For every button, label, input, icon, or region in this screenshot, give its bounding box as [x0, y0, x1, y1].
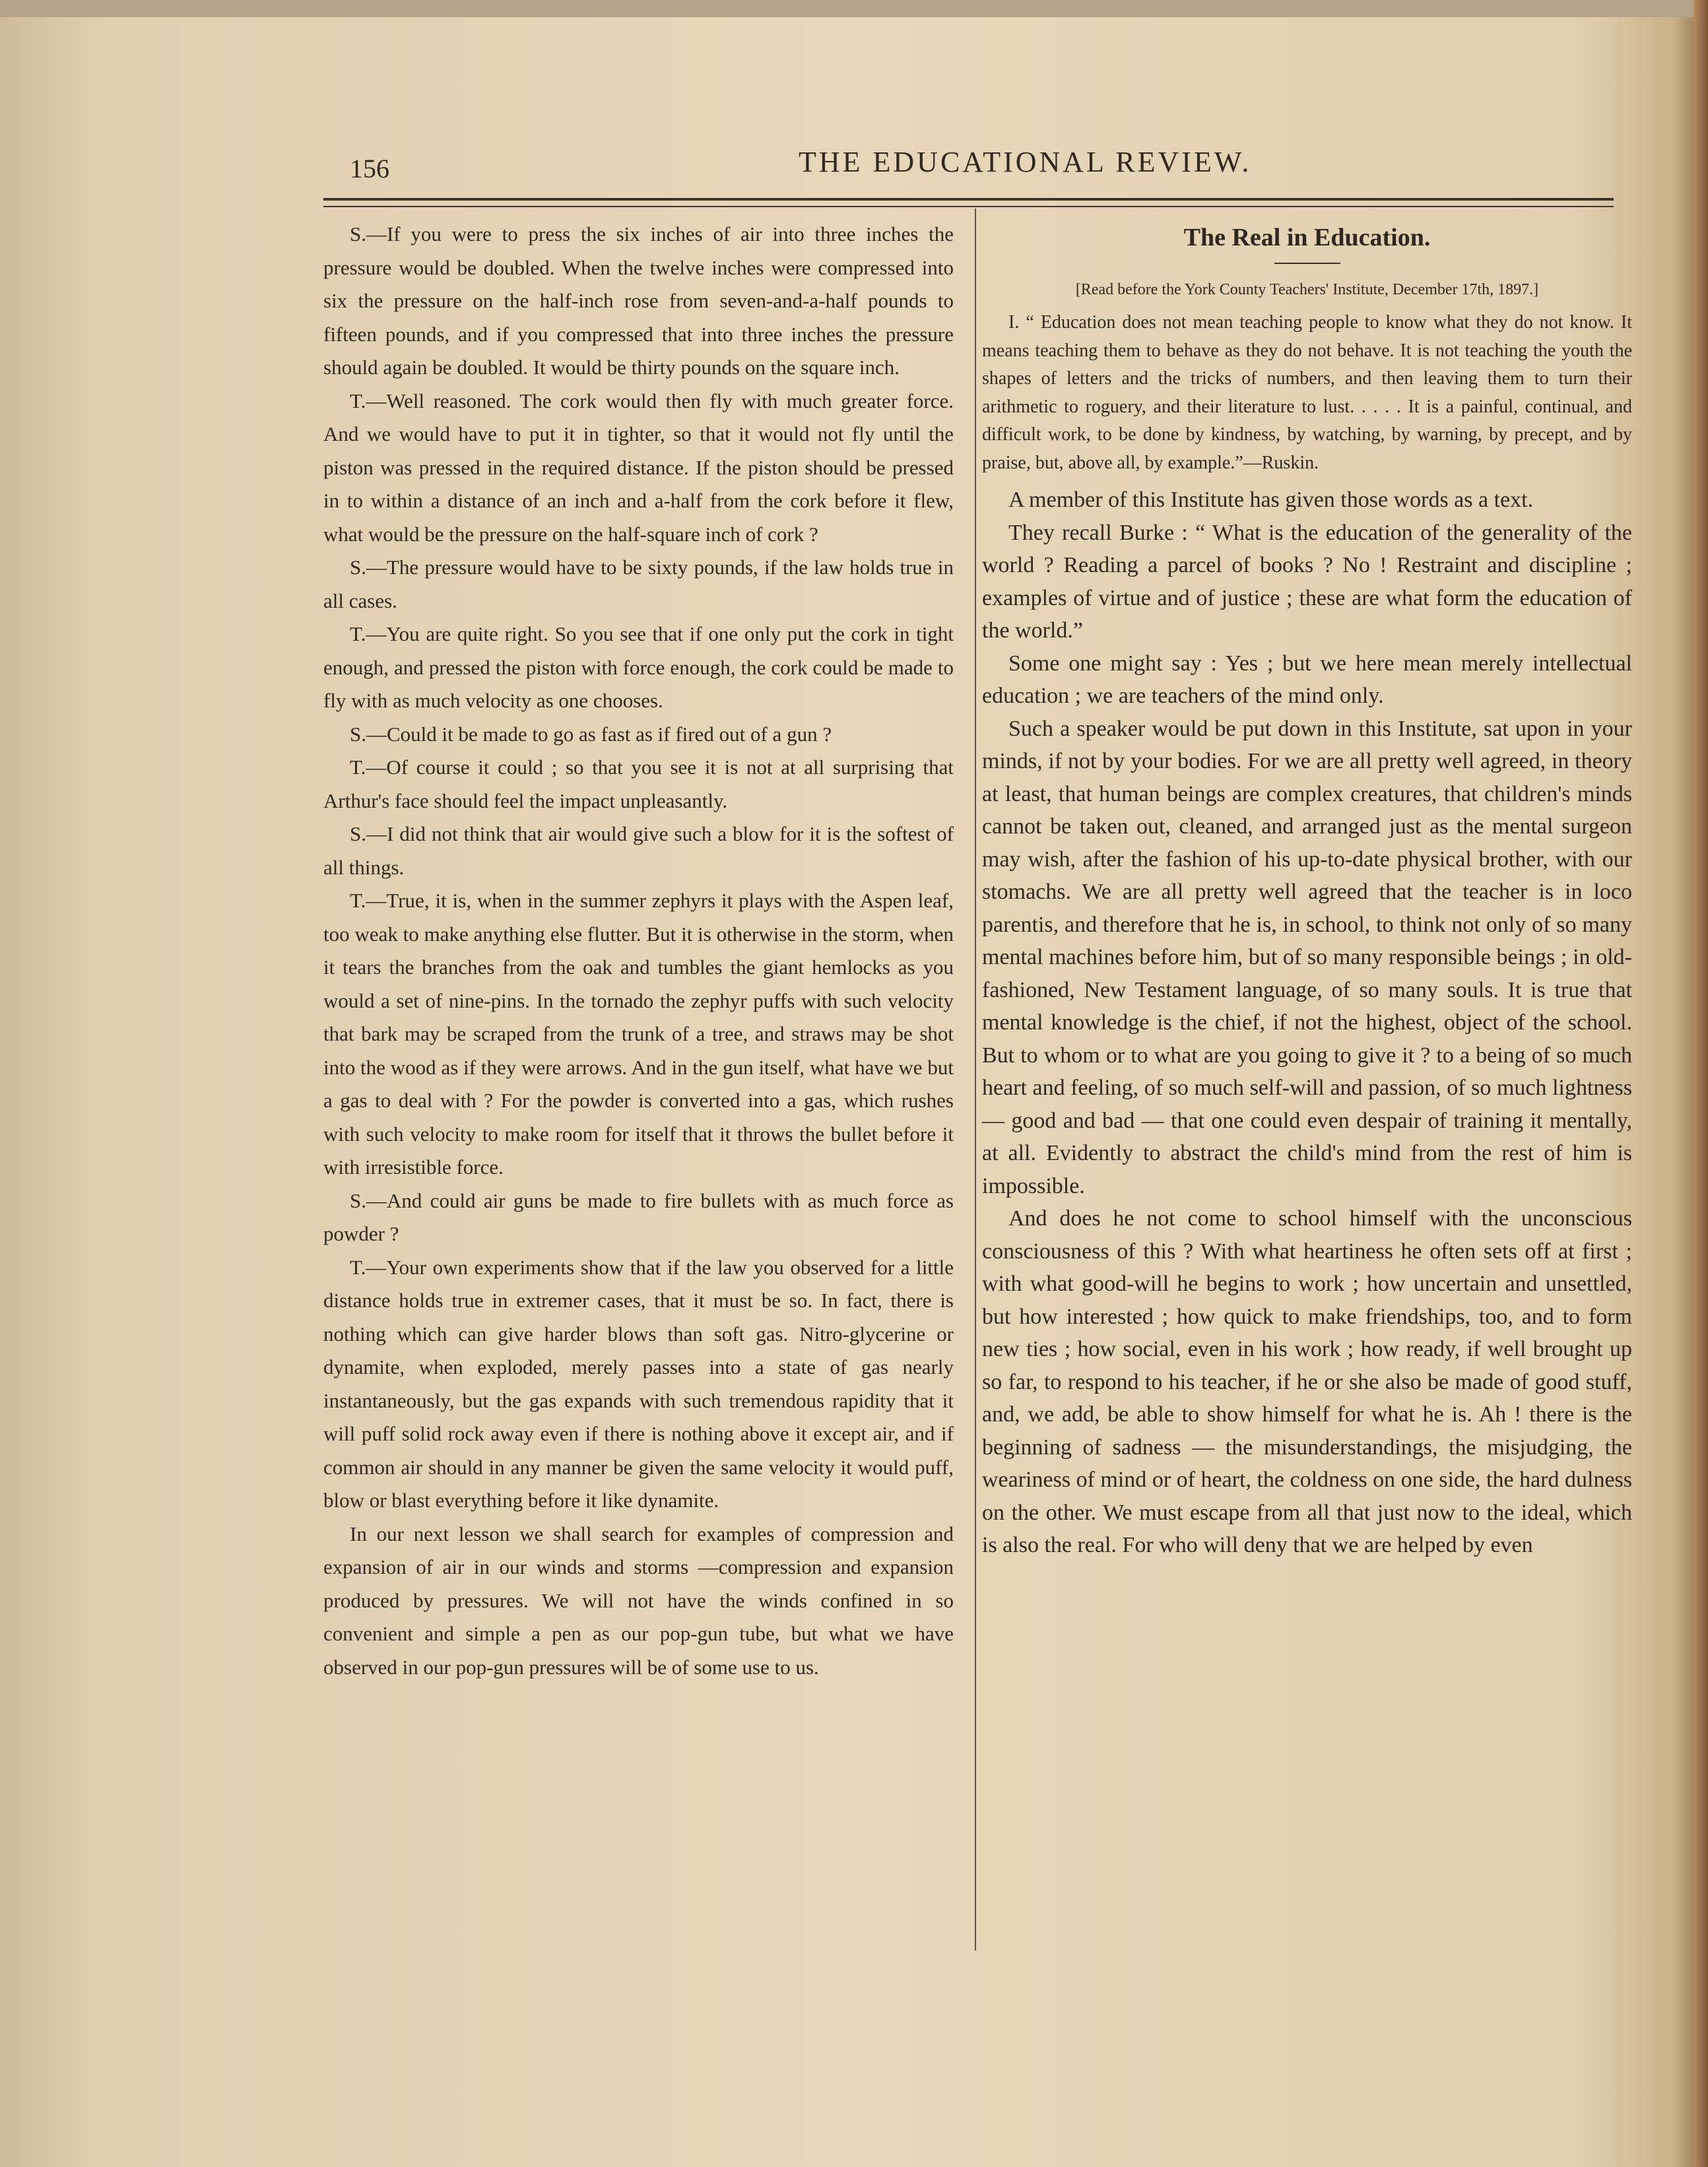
paragraph: They recall Burke : “ What is the education of the generality of the world ? Reading a parcel of books ? No ! Restraint and discipline ; examples of virtue and of justice ; these are what form the education of the world.” — [982, 520, 1632, 643]
paragraph: S.—Could it be made to go as fast as if fired out of a gun ? — [350, 722, 832, 746]
paragraph: T.—Your own experiments show that if the law you observed for a little distance holds true in extremer cases, that it must be so. In fact, there is nothing which can give harder blows than soft gas. Nitro-glycerine or dynamite, when exploded, merely passes into a state of gas nearly instantaneously, but the gas expands with such tremendous rapidity that it will puff solid rock away even if there is nothing above it except air, and if common air should in any manner be given the same velocity it would puff, blow or blast everything before it like dynamite. — [323, 1255, 954, 1512]
paragraph: T.—True, it is, when in the summer zephyrs it plays with the Aspen leaf, too weak to make anything else flutter. But it is otherwise in the storm, when it tears the branches from the oak and tumbles the giant hemlocks as you would a set of nine-pins. In the tornado the zephyr puffs with such velocity that bark may be scraped from the trunk of a tree, and straws may be shot into the wood as if they were arrows. And in the gun itself, what have we but a gas to deal with ? For the powder is converted into a gas, which rushes with such velocity to make room for itself that it throws the bullet before it with irresistible force. — [323, 889, 954, 1179]
paragraph: Such a speaker would be put down in this Institute, sat upon in your minds, if not by your bodies. For we are all pretty well agreed, in theory at least, that human beings are complex creatures, that children's minds cannot be taken out, cleaned, and arranged just as the mental surgeon may wish, after the fashion of his up-to-date physical brother, with our stomachs. We are all pretty well agreed that the teacher is in loco parentis, and therefore that he is, in school, to think not only of so many mental machines before him, but of so many responsible beings ; in old-fashioned, New Testament language, of so many souls. It is true that mental knowledge is the chief, if not the highest, object of the school. But to whom or to what are you going to give it ? to a being of so much heart and feeling, of so much self-will and passion, of so much lightness — good and bad — that one could even despair of training it mentally, at all. Evidently to abstract the child's mind from the rest of him is impossible. — [982, 716, 1632, 1198]
paragraph: Some one might say : Yes ; but we here mean merely intellectual education ; we are teachers of the mind only. — [982, 651, 1632, 708]
article-body — [982, 484, 1632, 1562]
title-rule — [1274, 263, 1340, 264]
article-title: The Real in Education. — [1183, 224, 1431, 251]
page-header — [350, 139, 1604, 185]
paragraph: T.—Of course it could ; so that you see it is not at all surprising that Arthur's face should feel the impact unpleasantly. — [323, 756, 954, 812]
page-top-edge — [0, 0, 1708, 17]
page-right-edge — [1693, 0, 1708, 2167]
epigraph-quote: I. “ Education does not mean teaching people to know what they do not know. It means teaching them to behave as they do not behave. It is not teaching the youth the shapes of letters and the tricks of numbers, and then leaving them to turn their arithmetic to roguery, and their literature to lust. . . . . It is a painful, continual, and difficult work, to be done by kindness, by watching, by warning, by precept, and by praise, but, above all, by example.”—Ruskin. — [982, 312, 1632, 473]
paragraph: In our next lesson we shall search for examples of compression and expansion of air in our winds and storms —compression and expansion produced by pressures. We will not have the winds confined in so convenient and simple a pen as our pop-gun tube, but what we have observed in our pop-gun pressures will be of some use to us. — [323, 1522, 954, 1679]
paragraph: S.—I did not think that air would give such a blow for it is the softest of all things. — [323, 822, 954, 879]
epigraph — [982, 309, 1632, 477]
journal-title: THE EDUCATIONAL REVIEW. — [799, 146, 1252, 178]
paragraph: A member of this Institute has given those words as a text. — [1008, 488, 1534, 512]
paragraph: T.—Well reasoned. The cork would then fly with much greater force. And we would have to put it in tighter, so that it would not fly until the piston was pressed in the required distance. If the piston should be pressed in to within a distance of an inch and a-half from the cork before it flew, what would be the pressure on the half-square inch of cork ? — [323, 389, 954, 546]
paragraph: S.—The pressure would have to be sixty pounds, if the law holds true in all cases. — [323, 556, 954, 612]
paragraph: S.—If you were to press the six inches of air into three inches the pressure would be doubled. When the twelve inches were compressed into six the pressure on the half-inch rose from seven-and-a-half pounds to fifteen pounds, and if you compressed that into three inches the pressure should again be doubled. It would be thirty pounds on the square inch. — [323, 222, 954, 379]
right-column — [982, 218, 1632, 1562]
page-number: 156 — [350, 154, 389, 183]
column-divider — [975, 209, 976, 1951]
left-column — [323, 218, 954, 1684]
article-note: [Read before the York County Teachers' Institute, December 17th, 1897.] — [1075, 281, 1539, 298]
header-rule-thin — [323, 206, 1614, 207]
header-rule-thick — [323, 198, 1614, 201]
paragraph: S.—And could air guns be made to fire bullets with as much force as powder ? — [323, 1188, 954, 1245]
paragraph: T.—You are quite right. So you see that if one only put the cork in tight enough, and pressed the piston with force enough, the cork could be made to fly with as much velocity as one chooses. — [323, 622, 954, 712]
paragraph: And does he not come to school himself with the unconscious consciousness of this ? With what heartiness he often sets off at first ; with what good-will he begins to work ; how uncertain and unsettled, but how interested ; how quick to make friendships, too, and to form new ties ; how social, even in his work ; how ready, if well brought up so far, to respond to his teacher, if he or she also be made of good stuff, and, we add, be able to show himself for what he is. Ah ! there is the beginning of sadness — the misunderstandings, the misjudging, the weariness of mind or of heart, the coldness on one side, the hard dulness on the other. We must escape from all that just now to the ideal, which is also the real. For who will deny that we are helped by even — [982, 1206, 1632, 1557]
